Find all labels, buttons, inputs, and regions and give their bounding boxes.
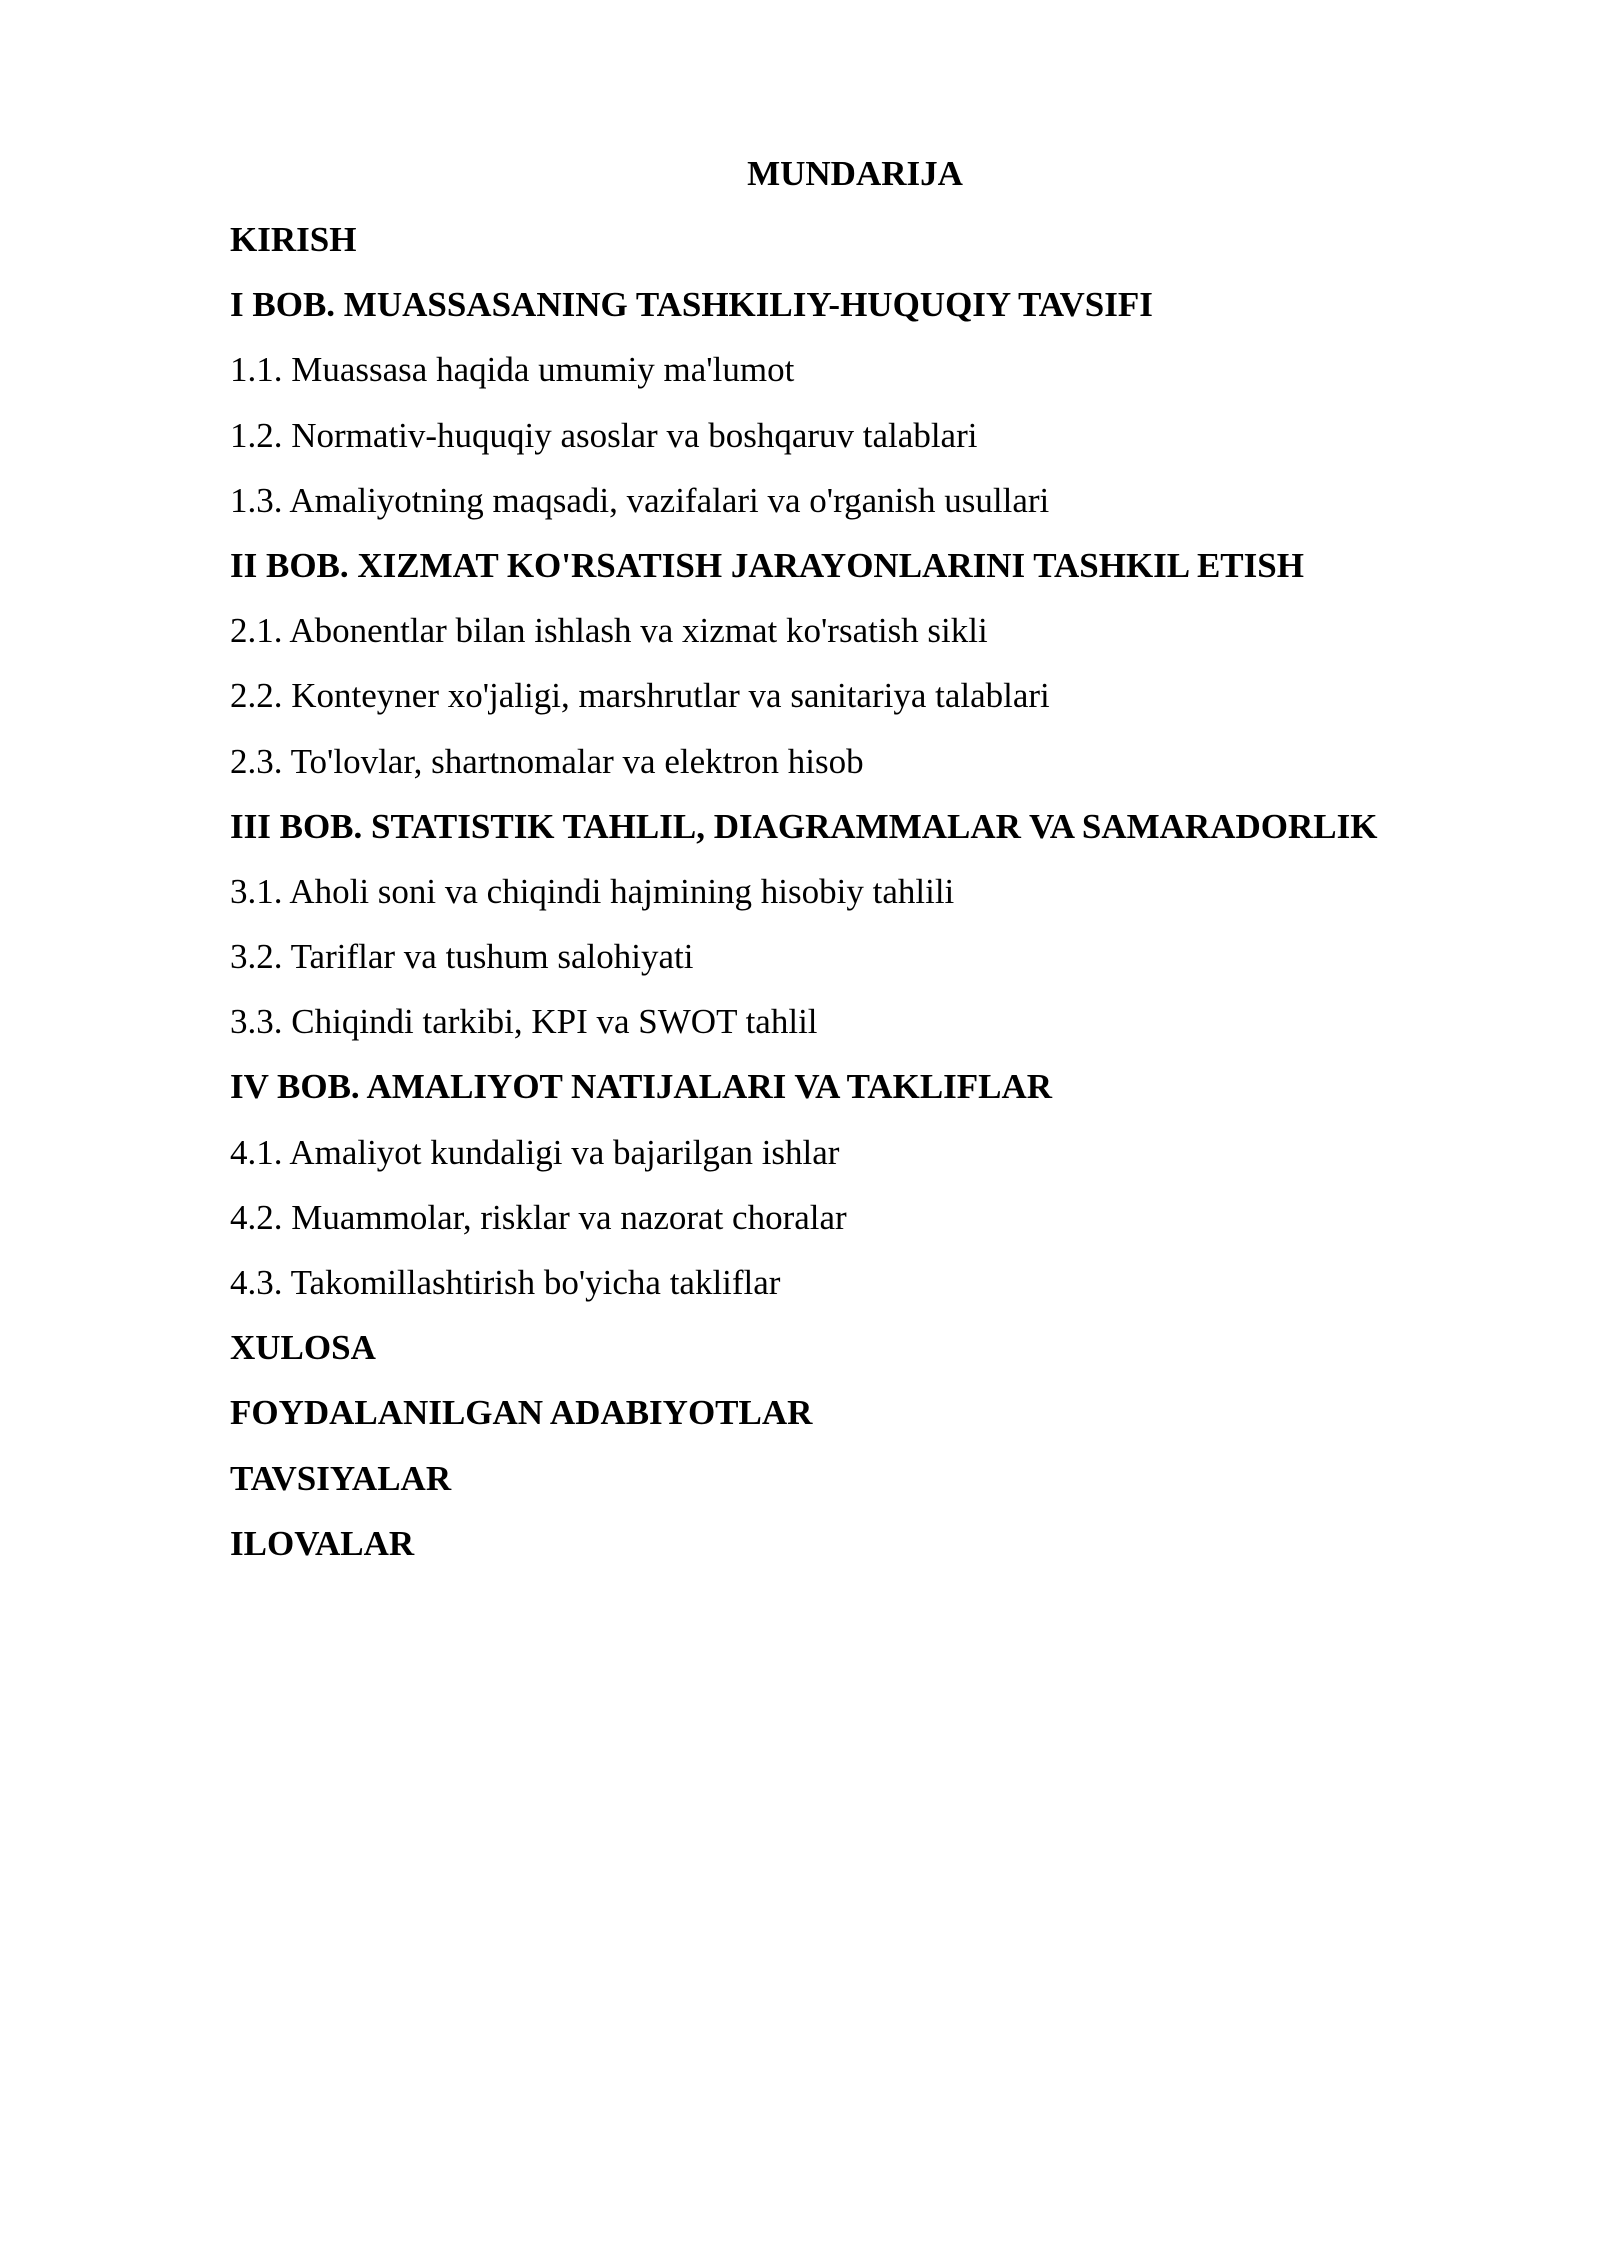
toc-heading: XULOSA [230,1328,376,1368]
toc-subsection: 1.2. Normativ-huquqiy asoslar va boshqaruv talablari [230,415,978,455]
toc-heading: II BOB. XIZMAT KO'RSATISH JARAYONLARINI TASHKIL ETISH [230,545,1304,585]
toc-subsection: 2.1. Abonentlar bilan ishlash va xizmat ko'rsatish sikli [230,611,988,651]
toc-heading: ILOVALAR [230,1523,415,1563]
table-of-contents [230,216,1570,1585]
toc-subsection: 1.1. Muassasa haqida umumiy ma'lumot [230,350,795,390]
toc-subsection: 2.2. Konteyner xo'jaligi, marshrutlar va sanitariya talablari [230,676,1050,716]
toc-heading: IV BOB. AMALIYOT NATIJALARI VA TAKLIFLAR [230,1067,1053,1107]
toc-subsection: 2.3. To'lovlar, shartnomalar va elektron hisob [230,741,864,781]
toc-subsection: 3.1. Aholi soni va chiqindi hajmining hisobiy tahlili [230,871,955,911]
toc-subsection: 3.3. Chiqindi tarkibi, KPI va SWOT tahlil [230,1002,818,1042]
toc-heading: KIRISH [230,220,357,259]
toc-heading: III BOB. STATISTIK TAHLIL, DIAGRAMMALAR VA SAMARADORLIK [230,806,1378,846]
toc-heading: TAVSIYALAR [230,1458,452,1498]
toc-subsection: 3.2. Tariflar va tushum salohiyati [230,937,694,977]
toc-subsection: 4.2. Muammolar, risklar va nazorat choralar [230,1197,847,1237]
toc-subsection: 4.3. Takomillashtirish bo'yicha takliflar [230,1263,781,1302]
toc-subsection: 1.3. Amaliyotning maqsadi, vazifalari va o'rganish usullari [230,480,1050,520]
toc-heading: FOYDALANILGAN ADABIYOTLAR [230,1393,813,1433]
toc-subsection: 4.1. Amaliyot kundaligi va bajarilgan ishlar [230,1132,840,1172]
page-title: MUNDARIJA [747,154,963,193]
toc-heading: I BOB. MUASSASANING TASHKILIY-HUQUQIY TAVSIFI [230,285,1153,325]
